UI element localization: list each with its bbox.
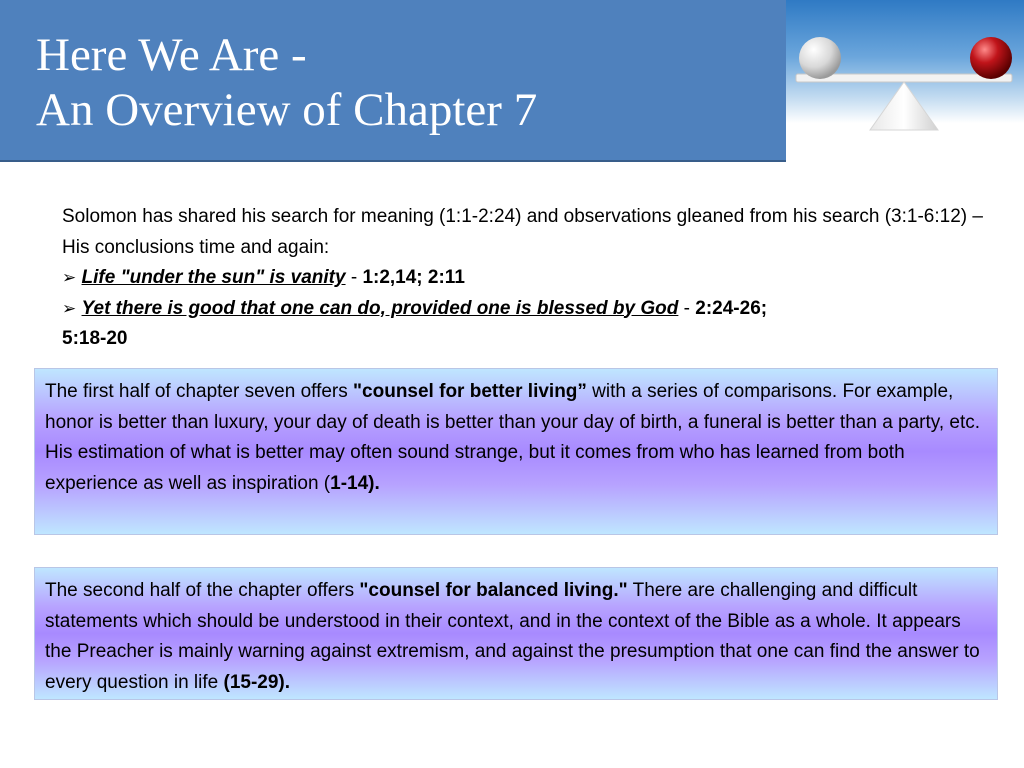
second-half-box xyxy=(34,567,998,700)
slide-title xyxy=(36,28,537,138)
intro-text: Solomon has shared his search for meaning (1:1-2:24) and observations gleaned from his search (3:1-6:12) – His conclusions time and again: xyxy=(62,206,983,258)
bullet-item-2 xyxy=(62,294,992,325)
title-line-1: Here We Are - xyxy=(36,29,307,81)
red-ball-icon xyxy=(970,37,1012,79)
bullet-2-text: Yet there is good that one can do, provided one is blessed by God xyxy=(81,297,679,319)
box1-text-body: with a series of comparisons. For example, honor is better than luxury, your day of death is better than your day of birth, a funeral is better than a party, etc. His estimation of what is better may often sound strange, but it comes from who has learned from both experience as well as inspiration ( xyxy=(45,381,981,494)
box2-text-body: There are challenging and difficult statements which should be understood in their context, and in the context of the Bible as a whole. It appears the Preacher is mainly warning against extremism, and against the presumption that one can find the answer to every question in life xyxy=(45,580,980,693)
bullet-2-reference-cont: 5:18-20 xyxy=(62,328,128,349)
box2-reference: (15-29). xyxy=(223,671,291,693)
white-ball-icon xyxy=(799,37,841,79)
box1-reference: 1-14). xyxy=(330,472,380,494)
box2-emphasis: "counsel for balanced living." xyxy=(359,580,628,601)
bullet-2-separator: - xyxy=(678,297,696,319)
arrow-bullet-icon: ➢ xyxy=(62,298,77,318)
intro-section xyxy=(62,202,992,355)
bullet-1-text: Life "under the sun" is vanity xyxy=(81,267,346,288)
first-half-box xyxy=(34,368,998,535)
arrow-bullet-icon: ➢ xyxy=(62,268,77,287)
bullet-2-reference: 2:24-26; xyxy=(695,297,768,319)
bullet-1-separator: - xyxy=(345,267,363,288)
title-banner xyxy=(0,0,786,162)
box1-text-start: The first half of chapter seven offers xyxy=(45,381,354,402)
bullet-2-continuation xyxy=(62,324,992,355)
balance-scale-icon xyxy=(786,0,1024,162)
title-line-2: An Overview of Chapter 7 xyxy=(36,84,538,136)
bullet-item-1 xyxy=(62,263,992,294)
balance-scale-image xyxy=(786,0,1024,162)
box1-emphasis: "counsel for better living” xyxy=(353,381,587,402)
box2-text-start: The second half of the chapter offers xyxy=(45,580,360,601)
bullet-1-reference: 1:2,14; 2:11 xyxy=(362,267,465,288)
